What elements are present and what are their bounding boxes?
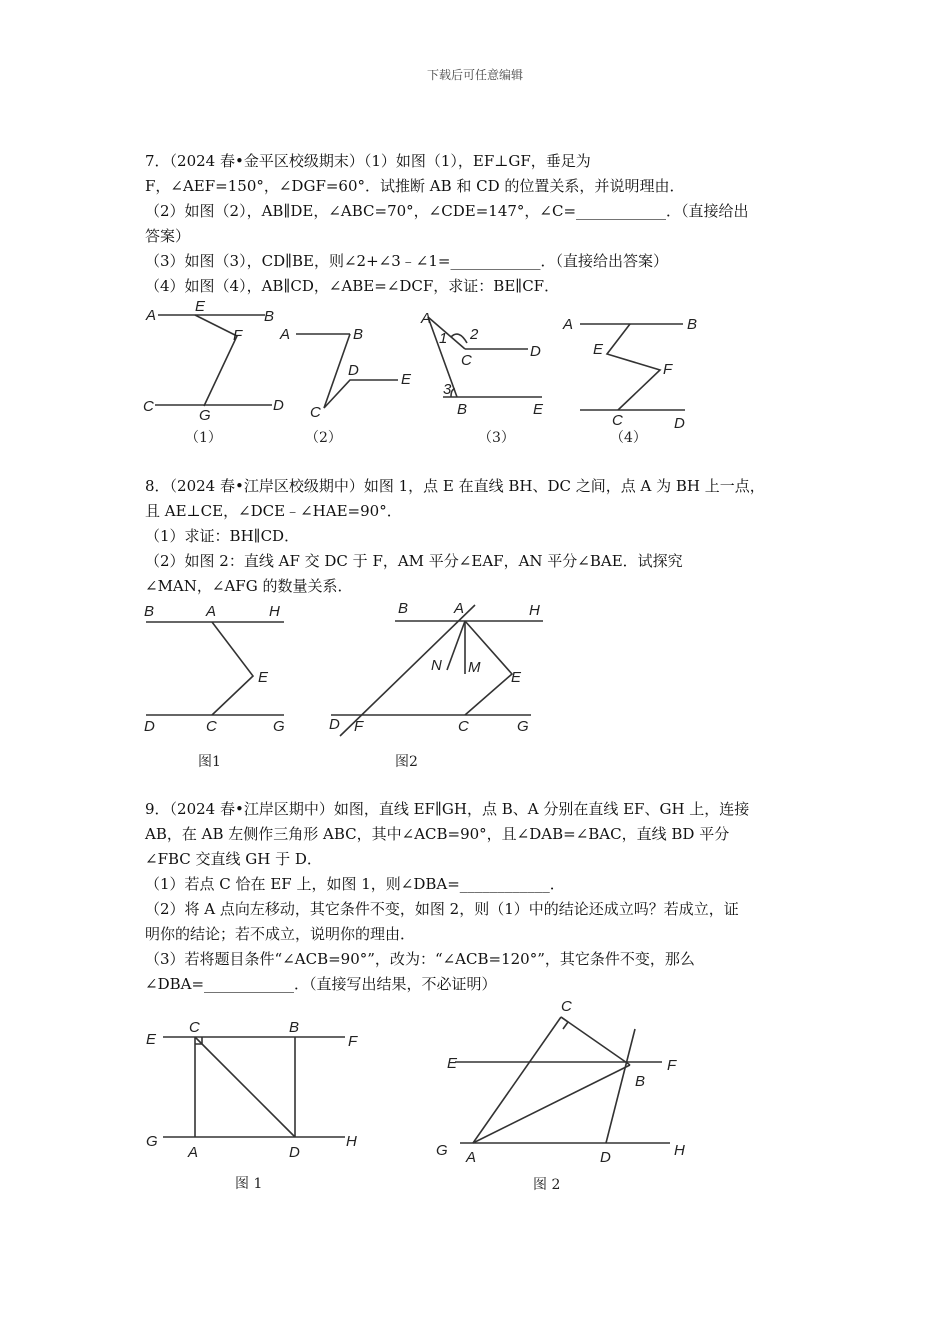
q9-f2-label-g: G <box>436 1142 448 1159</box>
q8-f2-caption: 图2 <box>395 754 418 770</box>
q7-f2-label-a: A <box>280 326 291 343</box>
q7-f2-caption: （2） <box>305 430 342 446</box>
q8-figure-1 <box>140 598 300 773</box>
q8-f1-label-g: G <box>273 718 285 735</box>
q7-f3-label-c: C <box>461 352 472 369</box>
q9-line-4: （1）若点 C 恰在 EF 上，如图 1，则∠DBA=____________． <box>145 875 565 893</box>
q9-f1-label-g: G <box>146 1133 158 1150</box>
q7-f1-label-g: G <box>199 407 211 424</box>
q7-f1-label-e: E <box>195 298 206 315</box>
q8-f1-caption: 图1 <box>198 754 221 770</box>
q7-f4-label-a: A <box>563 316 574 333</box>
q7-f1-label-b: B <box>264 308 275 325</box>
q8-line-3: （1）求证：BH∥CD． <box>145 527 300 545</box>
q8-f2-label-h: H <box>529 602 540 619</box>
q9-f1-label-d: D <box>289 1144 300 1161</box>
q7-line-2: F，∠AEF=150°，∠DGF=60°．试推断 AB 和 CD 的位置关系，并说明理由． <box>145 177 685 195</box>
q8-f2-label-g: G <box>517 718 529 735</box>
q7-f2-label-d: D <box>348 362 359 379</box>
q8-line-4: （2）如图 2：直线 AF 交 DC 于 F，AM 平分∠EAF，AN 平分∠BAE．试探究 <box>145 552 683 570</box>
q7-figure-3 <box>415 305 565 448</box>
q7-line-3: （2）如图（2），AB∥DE，∠ABC=70°，∠CDE=147°，∠C=____________．（直接给出 <box>145 202 749 220</box>
q9-f2-label-c: C <box>561 998 572 1015</box>
q9-line-8: ∠DBA=____________．（直接写出结果，不必证明） <box>145 975 497 993</box>
q9-f1-label-c: C <box>189 1019 200 1036</box>
q8-f1-label-d: D <box>144 718 155 735</box>
q7-line-4: 答案） <box>145 227 191 245</box>
q8-f2-label-m: M <box>468 659 481 676</box>
q7-f4-label-b: B <box>687 316 698 333</box>
q9-line-2: AB，在 AB 左侧作三角形 ABC，其中∠ACB=90°，且∠DAB=∠BAC，直线 BD 平分 <box>145 825 730 843</box>
q9-f2-label-f: F <box>667 1057 677 1074</box>
q9-figure-1 <box>140 1015 380 1200</box>
q8-figure-2 <box>325 598 555 773</box>
q7-f4-label-e: E <box>593 341 604 358</box>
q7-f3-label-1: 1 <box>439 330 448 347</box>
q7-f3-label-3: 3 <box>443 381 452 398</box>
q9-line-6: 明你的结论；若不成立，说明你的理由． <box>145 925 416 943</box>
q8-f1-label-e: E <box>258 669 269 686</box>
q7-f1-caption: （1） <box>185 430 222 446</box>
q7-f2-label-c: C <box>310 404 321 421</box>
q7-line-6: （4）如图（4），AB∥CD，∠ABE=∠DCF，求证：BE∥CF． <box>145 277 560 295</box>
q8-line-5: ∠MAN，∠AFG 的数量关系． <box>145 577 353 595</box>
q8-f2-label-d: D <box>329 716 340 733</box>
q9-f2-label-b: B <box>635 1073 646 1090</box>
q8-line-1: 8．（2024 春•江岸区校级期中）如图 1，点 E 在直线 BH、DC 之间，点 A 为 BH 上一点， <box>145 477 765 495</box>
q9-f1-label-a: A <box>188 1144 199 1161</box>
q8-f1-label-a: A <box>206 603 217 620</box>
q7-f2-label-e: E <box>401 371 412 388</box>
q7-f3-caption: （3） <box>478 430 515 446</box>
q9-f2-label-h: H <box>674 1142 685 1159</box>
q8-f1-label-h: H <box>269 603 280 620</box>
q7-f3-label-b: B <box>457 401 468 418</box>
q8-f2-label-b: B <box>398 600 409 617</box>
q7-f1-label-f: F <box>233 327 243 344</box>
q8-f2-label-c: C <box>458 718 469 735</box>
q7-f3-label-e: E <box>533 401 544 418</box>
q9-line-7: （3）若将题目条件“∠ACB=90°”，改为：“∠ACB=120°”，其它条件不变，那么 <box>145 950 695 968</box>
q9-line-3: ∠FBC 交直线 GH 于 D． <box>145 850 322 868</box>
q7-f4-caption: （4） <box>610 430 647 446</box>
q7-f1-label-d: D <box>273 397 284 414</box>
q8-f2-label-f: F <box>354 718 364 735</box>
q7-line-1: 7．（2024 春•金平区校级期末）（1）如图（1），EF⊥GF，垂足为 <box>145 152 591 170</box>
q7-f4-label-f: F <box>663 361 673 378</box>
q7-f4-label-d: D <box>674 415 685 432</box>
q7-f3-label-d: D <box>530 343 541 360</box>
q9-f1-label-f: F <box>348 1033 358 1050</box>
q8-f1-label-b: B <box>144 603 155 620</box>
q7-f1-label-c: C <box>143 398 154 415</box>
q9-line-1: 9．（2024 春•江岸区期中）如图，直线 EF∥GH，点 B、A 分别在直线 EF、GH 上，连接 <box>145 800 750 818</box>
q7-figure-1 <box>140 298 290 448</box>
q7-figure-4 <box>560 312 720 448</box>
page-header: 下载后可任意编辑 <box>426 68 523 82</box>
q9-f1-caption: 图 1 <box>235 1176 263 1192</box>
q8-f2-label-n: N <box>431 657 442 674</box>
q9-f2-label-d: D <box>600 1149 611 1166</box>
q9-f2-label-a: A <box>466 1149 477 1166</box>
q7-f1-label-a: A <box>146 307 157 324</box>
q8-line-2: 且 AE⊥CE，∠DCE﹣∠HAE=90°． <box>145 502 402 520</box>
q7-f2-label-b: B <box>353 326 364 343</box>
q9-f2-label-e: E <box>447 1055 458 1072</box>
q7-f3-label-a: A <box>421 310 432 327</box>
q9-figure-2 <box>430 995 700 1200</box>
q7-f4-label-c: C <box>612 412 623 429</box>
q9-line-5: （2）将 A 点向左移动，其它条件不变，如图 2，则（1）中的结论还成立吗？若成立，证 <box>145 900 739 918</box>
q8-f2-label-e: E <box>511 669 522 686</box>
q9-f1-label-e: E <box>146 1031 157 1048</box>
q7-figure-2 <box>280 320 420 448</box>
q7-f3-label-2: 2 <box>470 326 479 343</box>
q7-line-5: （3）如图（3），CD∥BE，则∠2+∠3﹣∠1=____________．（直接给出答案） <box>145 252 668 270</box>
q8-f1-label-c: C <box>206 718 217 735</box>
q9-f1-label-b: B <box>289 1019 300 1036</box>
q8-f2-label-a: A <box>454 600 465 617</box>
q9-f1-label-h: H <box>346 1133 357 1150</box>
q9-f2-caption: 图 2 <box>533 1177 561 1193</box>
